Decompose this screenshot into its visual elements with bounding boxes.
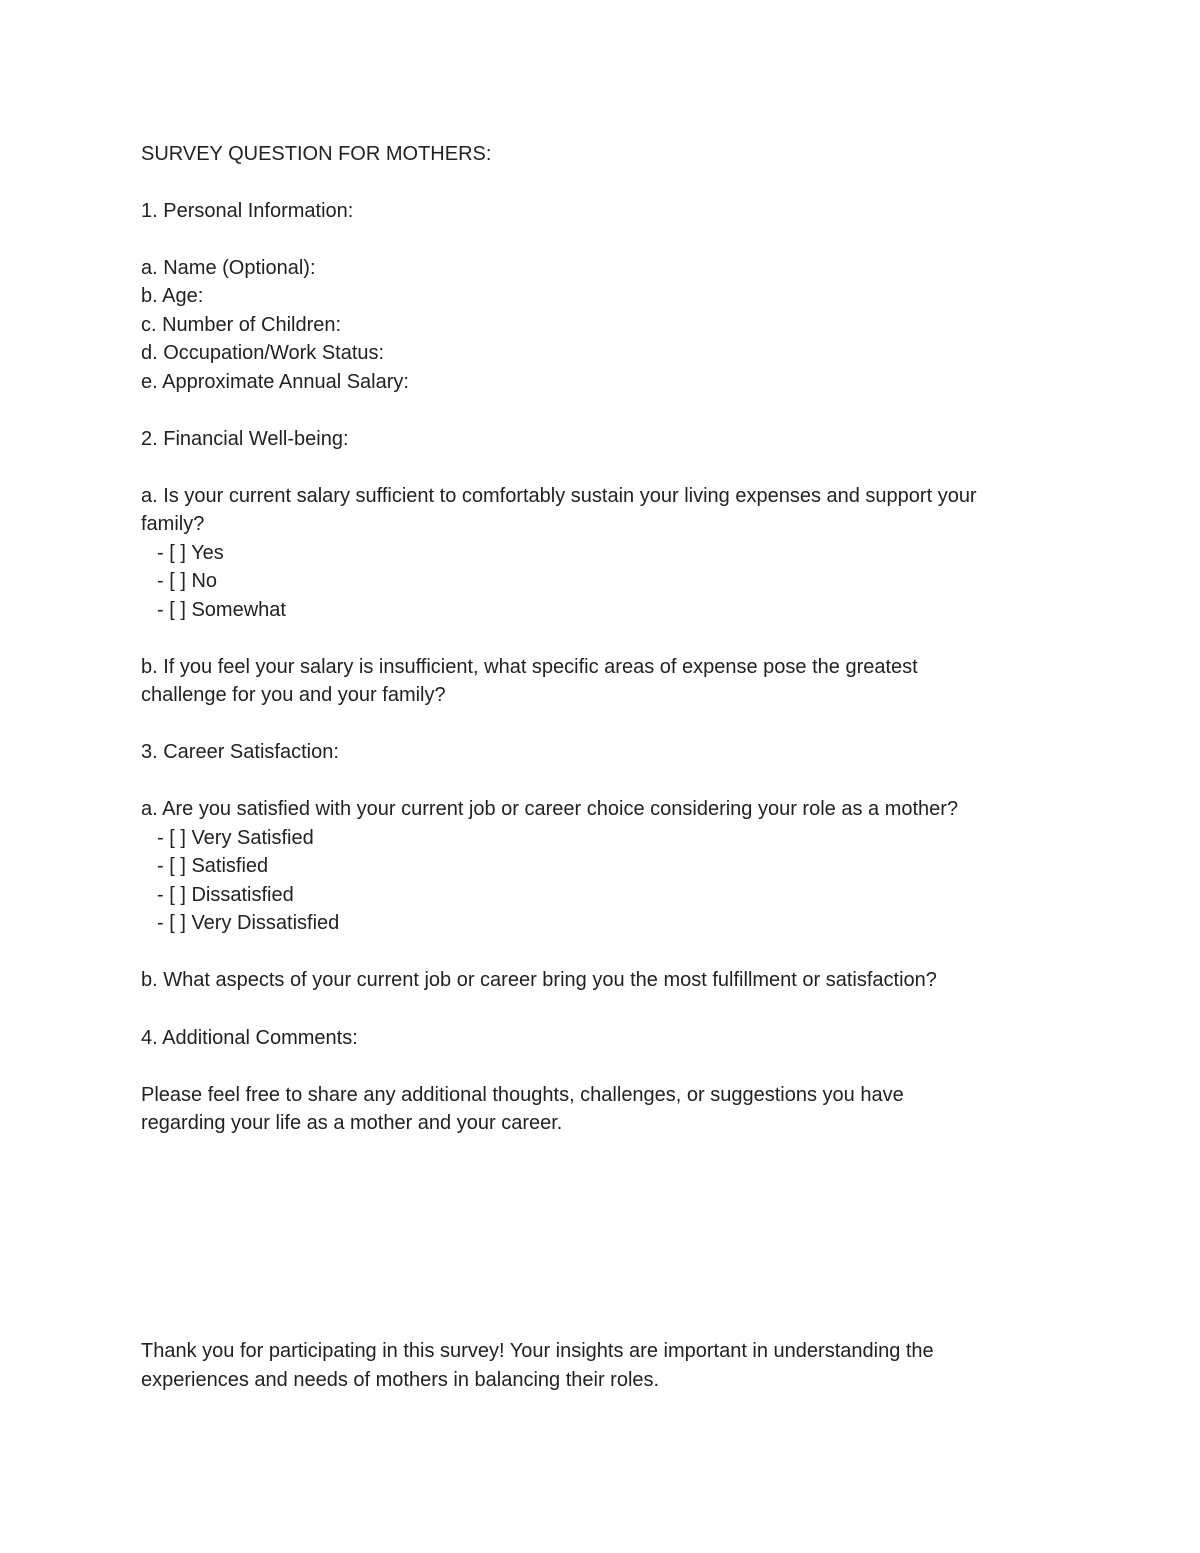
comments-prompt-line-1: Please feel free to share any additional thoughts, challenges, or suggestions you have bbox=[141, 1084, 904, 1106]
option-satisfied: - [ ] Satisfied bbox=[157, 855, 269, 877]
document-title: SURVEY QUESTION FOR MOTHERS: bbox=[141, 143, 492, 165]
field-age: b. Age: bbox=[141, 285, 204, 307]
section-heading-career-satisfaction: 3. Career Satisfaction: bbox=[141, 741, 339, 763]
option-very-dissatisfied: - [ ] Very Dissatisfied bbox=[157, 912, 340, 934]
comments-prompt-line-2: regarding your life as a mother and your career. bbox=[141, 1112, 563, 1134]
option-somewhat: - [ ] Somewhat bbox=[157, 599, 286, 621]
option-yes: - [ ] Yes bbox=[157, 542, 224, 564]
closing-line-1: Thank you for participating in this survey! Your insights are important in understanding the bbox=[141, 1340, 934, 1362]
option-very-satisfied: - [ ] Very Satisfied bbox=[157, 827, 314, 849]
section-heading-additional-comments: 4. Additional Comments: bbox=[141, 1027, 358, 1049]
field-number-of-children: c. Number of Children: bbox=[141, 314, 342, 336]
option-no: - [ ] No bbox=[157, 570, 218, 592]
option-dissatisfied: - [ ] Dissatisfied bbox=[157, 884, 294, 906]
question-2b-line-1: b. If you feel your salary is insufficient, what specific areas of expense pose the greatest bbox=[141, 656, 918, 678]
field-occupation: d. Occupation/Work Status: bbox=[141, 342, 385, 364]
question-3b: b. What aspects of your current job or career bring you the most fulfillment or satisfaction? bbox=[141, 969, 937, 991]
question-2b-line-2: challenge for you and your family? bbox=[141, 684, 446, 706]
section-heading-financial-well-being: 2. Financial Well-being: bbox=[141, 428, 349, 450]
field-annual-salary: e. Approximate Annual Salary: bbox=[141, 371, 409, 393]
question-3a: a. Are you satisfied with your current job or career choice considering your role as a mother? bbox=[141, 798, 959, 820]
question-2a-line-2: family? bbox=[141, 513, 205, 535]
question-2a-line-1: a. Is your current salary sufficient to comfortably sustain your living expenses and support your bbox=[141, 485, 977, 507]
field-name: a. Name (Optional): bbox=[141, 257, 316, 279]
closing-line-2: experiences and needs of mothers in balancing their roles. bbox=[141, 1369, 660, 1391]
section-heading-personal-information: 1. Personal Information: bbox=[141, 200, 354, 222]
